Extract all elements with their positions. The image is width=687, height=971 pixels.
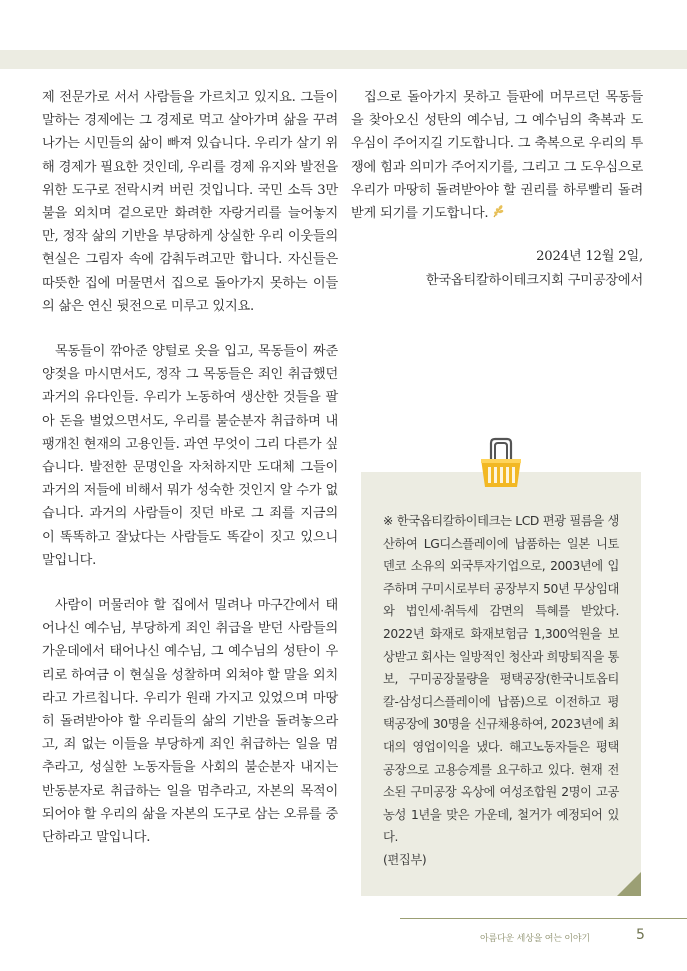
wheat-icon xyxy=(491,204,505,218)
closing-text: 집으로 돌아가지 못하고 들판에 머무르던 목동들을 찾아오신 성탄의 예수님, 그 예수님의 축복과 도우심이 주어지길 기도합니다. 그 축복으로 우리의 투쟁에 힘과 의미가 주어지기를, 그리고 그 도우심으로 우리가 마땅히 돌려받아야 할 권리를 하루빨리 돌려받게 되기를 기도합니다. xyxy=(351,90,643,222)
page-number: 5 xyxy=(636,927,645,943)
paragraph: 제 전문가로 서서 사람들을 가르치고 있지요. 그들이 말하는 경제에는 그 경제로 먹고 살아가며 삶을 꾸려나가는 시민들의 삶이 빠져 있습니다. 우리가 살기 위해 경제가 필요한 것인데, 우리를 경제 유지와 발전을 위한 도구로 전락시켜 버린 것입니다. 국민 소득 3만불을 외치며 겉으로만 화려한 자랑거리를 늘어놓지만, 정작 삶의 기반을 부당하게 상실한 우리 이웃들의 현실은 그림자 속에 감춰두려고만 합니다. 자신들은 따뜻한 집에 머물면서 집으로 돌아가지 못하는 이들의 삶은 연신 뒷전으로 미루고 있지요. xyxy=(42,90,338,314)
footer-rule xyxy=(400,918,687,919)
right-column xyxy=(351,86,643,292)
header-band xyxy=(0,50,687,69)
left-column xyxy=(42,86,338,849)
paragraph: 목동들이 깎아준 양털로 옷을 입고, 목동들이 짜준 양젖을 마시면서도, 정작 그 목동들은 죄인 취급했던 과거의 유다인들. 우리가 노동하여 생산한 것들을 팔아 돈을 벌었으면서도, 우리를 불순분자 취급하며 내팽개친 현재의 고용인들. 과연 무엇이 그리 다른가 싶습니다. 발전한 문명인을 자처하지만 도대체 그들이 과거의 저들에 비해서 뭐가 성숙한 것인지 알 수가 없습니다. 과거의 사람들이 짓던 바로 그 죄를 지금의 이 똑똑하고 잘났다는 사람들도 똑같이 짓고 있으니 말입니다. xyxy=(42,344,338,568)
date: 2024년 12월 2일, xyxy=(536,249,643,265)
page-fold-corner xyxy=(617,872,641,896)
editor-note-text xyxy=(383,510,619,872)
paragraph xyxy=(351,86,643,225)
magazine-title: 아름다운 세상을 여는 이야기 xyxy=(480,934,590,944)
editor-note-box xyxy=(361,472,641,896)
paragraph: 사람이 머물러야 할 집에서 밀려나 마구간에서 태어나신 예수님, 부당하게 죄인 취급을 받던 사람들의 가운데에서 태어나신 예수님, 그 예수님의 성탄이 우리로 하여금 이 현실을 성찰하며 외쳐야 할 말을 외치라고 가르칩니다. 우리가 원래 가지고 있었으며 마땅히 돌려받아야 할 우리들의 삶의 기반을 돌려놓으라고, 죄 없는 이들을 부당하게 죄인 취급하는 일을 멈추라고, 성실한 노동자들을 사회의 불순분자 내지는 반동분자로 취급하는 일을 멈추라고, 자본의 목적이 되어야 할 우리의 삶을 자본의 도구로 삼는 오류를 중단하라고 말입니다. xyxy=(42,598,338,846)
note-body: ※ 한국옵티칼하이테크는 LCD 편광 필름을 생산하여 LG디스플레이에 납품하는 일본 니토덴코 소유의 외국투자기업으로, 2003년에 입주하며 구미시로부터 공장부지 50년 무상임대와 법인세·취득세 감면의 특혜를 받았다. 2022년 화재로 화재보험금 1,300억원을 보상받고 회사는 일방적인 청산과 희망퇴직을 통보, 구미공장물량을 평택공장(한국니토옵티칼-삼성디스플레이에 납품)으로 이전하고 평택공장에 30명을 신규채용하여, 2023년에 최대의 영업이익을 냈다. 해고노동자들은 평택 공장으로 고용승계를 요구하고 있다. 현재 전소된 구미공장 옥상에 여성조합원 2명이 고공농성 1년을 맞은 가운데, 철거가 예정되어 있다. xyxy=(383,514,619,845)
binder-clip-icon xyxy=(477,437,525,489)
note-credit: (편집부) xyxy=(383,852,427,867)
place: 한국옵티칼하이테크지회 구미공장에서 xyxy=(425,272,643,288)
signature-block xyxy=(351,245,643,292)
